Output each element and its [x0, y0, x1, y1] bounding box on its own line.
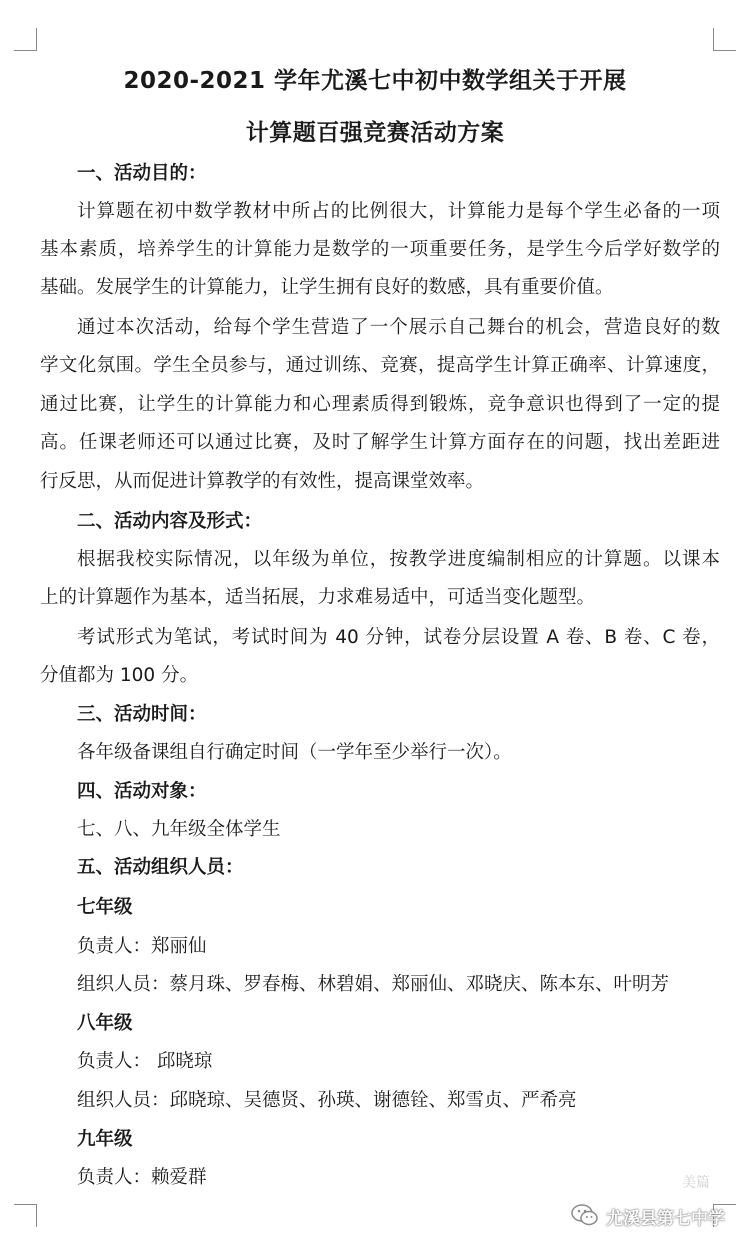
paragraph-line: 计算题在初中数学教材中所占的比例很大，计算能力是每个学生必备的一项: [77, 201, 720, 222]
grade-heading: 七年级: [77, 897, 133, 918]
paragraph-line: 七、八、九年级全体学生: [77, 819, 281, 840]
section-heading: 二、活动内容及形式：: [77, 511, 263, 532]
leader-line: 负责人：郑丽仙: [77, 936, 207, 957]
paragraph-line: 基本素质，培养学生的计算能力是数学的一项重要任务，是学生今后学好数学的: [40, 239, 720, 260]
paragraph-line: 各年级备课组自行确定时间（一学年至少举行一次）。: [77, 742, 512, 763]
paragraph-line: 根据我校实际情况，以年级为单位，按教学进度编制相应的计算题。以课本: [77, 549, 720, 570]
page-corner-mark: [14, 28, 37, 51]
paragraph-line: 学文化氛围。学生全员参与，通过训练、竞赛，提高学生计算正确率、计算速度，: [40, 355, 720, 376]
watermark-icon-text: 美篇: [682, 1175, 710, 1191]
paragraph-line: 高。任课老师还可以通过比赛，及时了解学生计算方面存在的问题，找出差距进: [40, 432, 720, 453]
grade-heading: 九年级: [77, 1129, 133, 1150]
page-corner-mark: [14, 1204, 37, 1227]
paragraph-line: 行反思，从而促进计算教学的有效性，提高课堂效率。: [40, 471, 485, 492]
page-corner-mark: [713, 28, 736, 51]
section-heading: 一、活动目的：: [77, 163, 207, 184]
paragraph-line: 分值都为 100 分。: [40, 665, 199, 686]
paragraph-line: 通过比赛，让学生的计算能力和心理素质得到锻炼，竞争意识也得到了一定的提: [40, 394, 720, 415]
paragraph-line: 考试形式为笔试，考试时间为 40 分钟，试卷分层设置 A 卷、B 卷、C 卷，: [77, 627, 720, 648]
paragraph-line: 上的计算题作为基本，适当拓展，力求难易适中，可适当变化题型。: [40, 587, 596, 608]
members-line: 组织人员：邱晓琼、吴德贤、孙瑛、谢德铨、郑雪贞、严希亮: [77, 1090, 577, 1111]
watermark-account-name: 尤溪县第七中学: [606, 1209, 725, 1229]
members-line: 组织人员：蔡月珠、罗春梅、林碧娟、郑丽仙、邓晓庆、陈本东、叶明芳: [77, 974, 670, 995]
wechat-icon: [570, 1202, 600, 1228]
leader-line: 负责人： 邱晓琼: [77, 1051, 213, 1072]
document-title-line2: 计算题百强竞赛活动方案: [245, 120, 505, 146]
document-title-line1: 2020-2021 学年尤溪七中初中数学组关于开展: [123, 68, 627, 94]
grade-heading: 八年级: [77, 1013, 133, 1034]
paragraph-line: 基础。发展学生的计算能力，让学生拥有良好的数感，具有重要价值。: [40, 277, 614, 298]
section-heading: 五、活动组织人员：: [77, 857, 244, 878]
paragraph-line: 通过本次活动，给每个学生营造了一个展示自己舞台的机会，营造良好的数: [77, 317, 720, 338]
section-heading: 三、活动时间：: [77, 704, 207, 725]
section-heading: 四、活动对象：: [77, 781, 207, 802]
leader-line: 负责人：赖爱群: [77, 1167, 207, 1188]
